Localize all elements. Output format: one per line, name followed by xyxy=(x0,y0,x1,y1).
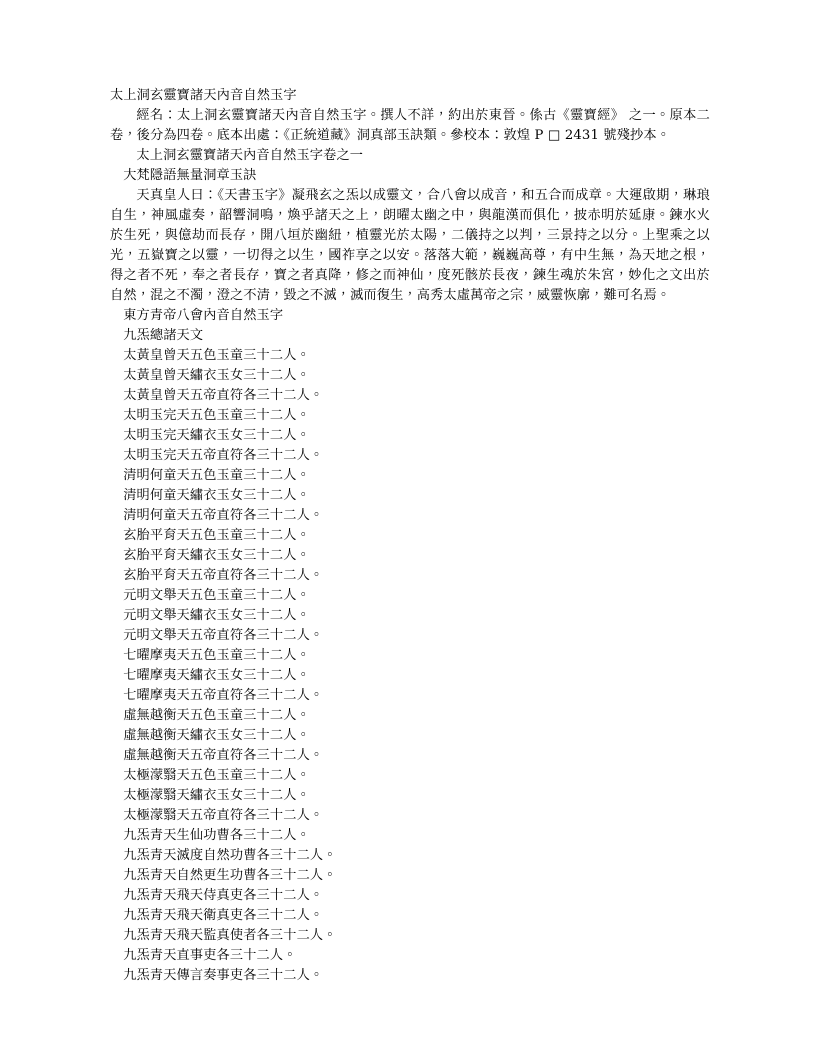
body-paragraph: 天真皇人曰：《天書玉字》凝飛玄之炁以成靈文，合八會以成音，和五合而成章。大運啟期，琳琅自生，神風虛奏，韶響洞鳴，煥乎諸天之上，朗曜太幽之中，與龍漢而俱化，披赤明於延康。鍊水火於生死，與億劫而長存，開八垣於幽紐，植靈光於太陽，二儀持之以判，三景持之以分。上聖乘之以光，五嶽寶之以靈，一切得之以生，國祚享之以安。落落大範，巍巍高尊，有中生無，為天地之根，得之者不死，奉之者長存，寶之者真降，修之而神仙，度死骸於長夜，鍊生魂於朱宮，妙化之文出於自然，混之不濁，澄之不清，毀之不滅，滅而復生，高秀太虛萬帝之宗，威靈恢廓，難可名焉。 xyxy=(110,188,710,303)
roster-line: 太明玉完天繡衣玉女三十二人。 xyxy=(123,428,310,443)
roster-line: 九炁青天飛天侍真吏各三十二人。 xyxy=(123,888,324,903)
roster-line: 九炁青天直事吏各三十二人。 xyxy=(123,948,297,963)
roster-line: 太極濛翳天五色玉童三十二人。 xyxy=(123,768,310,783)
roster-line: 清明何童天五帝直符各三十二人。 xyxy=(123,508,324,523)
roster-line: 七曜摩夷天繡衣玉女三十二人。 xyxy=(123,668,310,683)
roster-line: 虛無越衡天五色玉童三十二人。 xyxy=(123,708,310,723)
east-direction-heading: 東方青帝八會內音自然玉字 xyxy=(123,308,284,323)
roster-line: 九炁青天自然更生功曹各三十二人。 xyxy=(123,868,337,883)
roster-line: 玄胎平育天繡衣玉女三十二人。 xyxy=(123,548,310,563)
roster-line: 九炁青天生仙功曹各三十二人。 xyxy=(123,828,310,843)
document-title: 太上洞玄靈寶諸天內音自然玉字 xyxy=(110,88,297,103)
roster-line: 九炁青天飛天衛真吏各三十二人。 xyxy=(123,908,324,923)
roster-line: 太黃皇曾天五帝直符各三十二人。 xyxy=(123,388,324,403)
roster-line: 清明何童天五色玉童三十二人。 xyxy=(123,468,310,483)
roster-line: 玄胎平育天五色玉童三十二人。 xyxy=(123,528,310,543)
roster-line: 虛無越衡天繡衣玉女三十二人。 xyxy=(123,728,310,743)
roster-line: 太明玉完天五色玉童三十二人。 xyxy=(123,408,310,423)
roster-line: 太明玉完天五帝直符各三十二人。 xyxy=(123,448,324,463)
roster-line: 元明文舉天五色玉童三十二人。 xyxy=(123,588,310,603)
roster-line: 七曜摩夷天五帝直符各三十二人。 xyxy=(123,688,324,703)
roster-line: 清明何童天繡衣玉女三十二人。 xyxy=(123,488,310,503)
roster-line: 虛無越衡天五帝直符各三十二人。 xyxy=(123,748,324,763)
heavens-text-heading: 九炁總諸天文 xyxy=(123,328,204,343)
roster-line: 七曜摩夷天五色玉童三十二人。 xyxy=(123,648,310,663)
roster-line: 玄胎平育天五帝直符各三十二人。 xyxy=(123,568,324,583)
roster-line: 元明文舉天繡衣玉女三十二人。 xyxy=(123,608,310,623)
document-text-column xyxy=(110,86,710,986)
roster-line: 九炁青天滅度自然功曹各三十二人。 xyxy=(123,848,337,863)
roster-line: 太黃皇曾天繡衣玉女三十二人。 xyxy=(123,368,310,383)
roster-line: 太極濛翳天繡衣玉女三十二人。 xyxy=(123,788,310,803)
section-heading: 大梵隱語無量洞章玉訣 xyxy=(123,168,257,183)
scroll-heading: 太上洞玄靈寶諸天內音自然玉字卷之一 xyxy=(136,148,364,163)
roster-line: 九炁青天傳言奏事吏各三十二人。 xyxy=(123,968,324,983)
roster-list xyxy=(110,346,710,986)
colophon-paragraph: 經名：太上洞玄靈寶諸天內音自然玉字。撰人不詳，約出於東晉。係古《靈寶經》 之一。原本二卷，後分為四卷。底本出處：《正統道藏》洞真部玉訣類。參校本：敦煌 P □ 2431 號殘抄本。 xyxy=(110,108,710,143)
roster-line: 太極濛翳天五帝直符各三十二人。 xyxy=(123,808,324,823)
roster-line: 元明文舉天五帝直符各三十二人。 xyxy=(123,628,324,643)
roster-line: 九炁青天飛天監真使者各三十二人。 xyxy=(123,928,337,943)
roster-line: 太黃皇曾天五色玉童三十二人。 xyxy=(123,348,310,363)
